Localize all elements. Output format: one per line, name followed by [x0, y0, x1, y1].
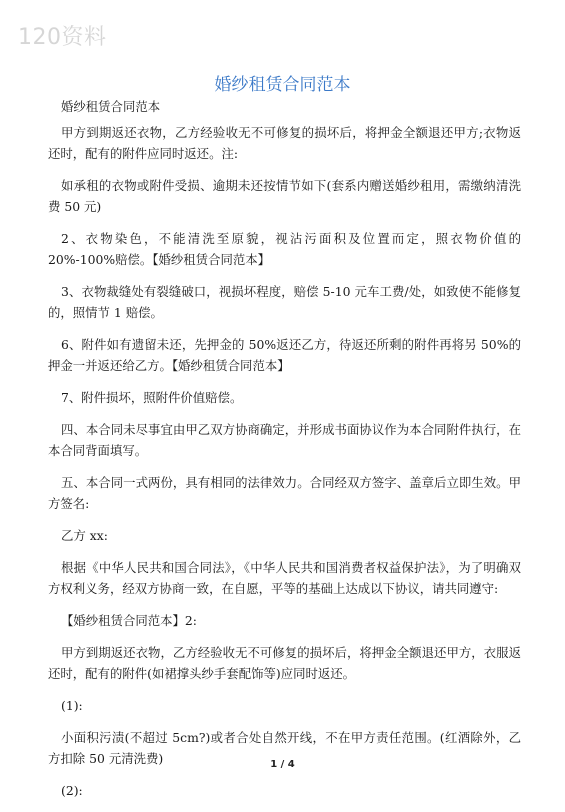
paragraph: 6、附件如有遗留未还，先押金的 50%返还乙方，待返还所剩的附件再将另 50%的押金一并返还给乙方。【婚纱租赁合同范本】 [48, 337, 521, 373]
paragraph: (2): [61, 783, 83, 798]
document-body [48, 96, 521, 812]
document-title: 婚纱租赁合同范本 [214, 75, 351, 95]
paragraph: (1): [61, 698, 83, 713]
paragraph: 2、衣物染色，不能清洗至原貌，视沾污面积及位置而定，照衣物价值的 20%-100%赔偿。【婚纱租赁合同范本】 [48, 231, 521, 267]
paragraph: 7、附件损坏，照附件价值赔偿。 [61, 390, 243, 405]
paragraph: 小面积污渍(不超过 5cm?)或者合处自然开线，不在甲方责任范围。(红酒除外，乙方扣除 50 元清洗费) [48, 730, 521, 766]
paragraph: 婚纱租赁合同范本 [61, 99, 161, 114]
paragraph: 四、本合同未尽事宜由甲乙双方协商确定，并形成书面协议作为本合同附件执行，在本合同背面填写。 [48, 422, 521, 458]
page-number: 1 / 4 [270, 759, 295, 770]
watermark: 120资料 [18, 25, 107, 50]
paragraph: 3、衣物裁缝处有裂缝破口，视损坏程度，赔偿 5-10 元车工费/处，如致使不能修复的，照情节 1 赔偿。 [48, 284, 521, 320]
paragraph: 【婚纱租赁合同范本】2: [61, 613, 197, 628]
paragraph: 乙方 xx: [61, 528, 108, 543]
paragraph: 甲方到期返还衣物，乙方经验收无不可修复的损坏后，将押金全额退还甲方;衣物返还时，配有的附件应同时返还。注: [48, 125, 521, 161]
paragraph: 五、本合同一式两份，具有相同的法律效力。合同经双方签字、盖章后立即生效。甲方签名: [48, 475, 521, 511]
paragraph: 根据《中华人民共和国合同法》，《中华人民共和国消费者权益保护法》，为了明确双方权利义务，经双方协商一致，在自愿，平等的基础上达成以下协议，请共同遵守: [48, 560, 521, 596]
paragraph: 甲方到期返还衣物，乙方经验收无不可修复的损坏后，将押金全额退还甲方，衣服返还时，配有的附件(如裙撑头纱手套配饰等)应同时返还。 [48, 645, 521, 681]
paragraph: 如承租的衣物或附件受损、逾期未还按情节如下(套系内赠送婚纱租用，需缴纳清洗费 50 元) [48, 178, 521, 214]
